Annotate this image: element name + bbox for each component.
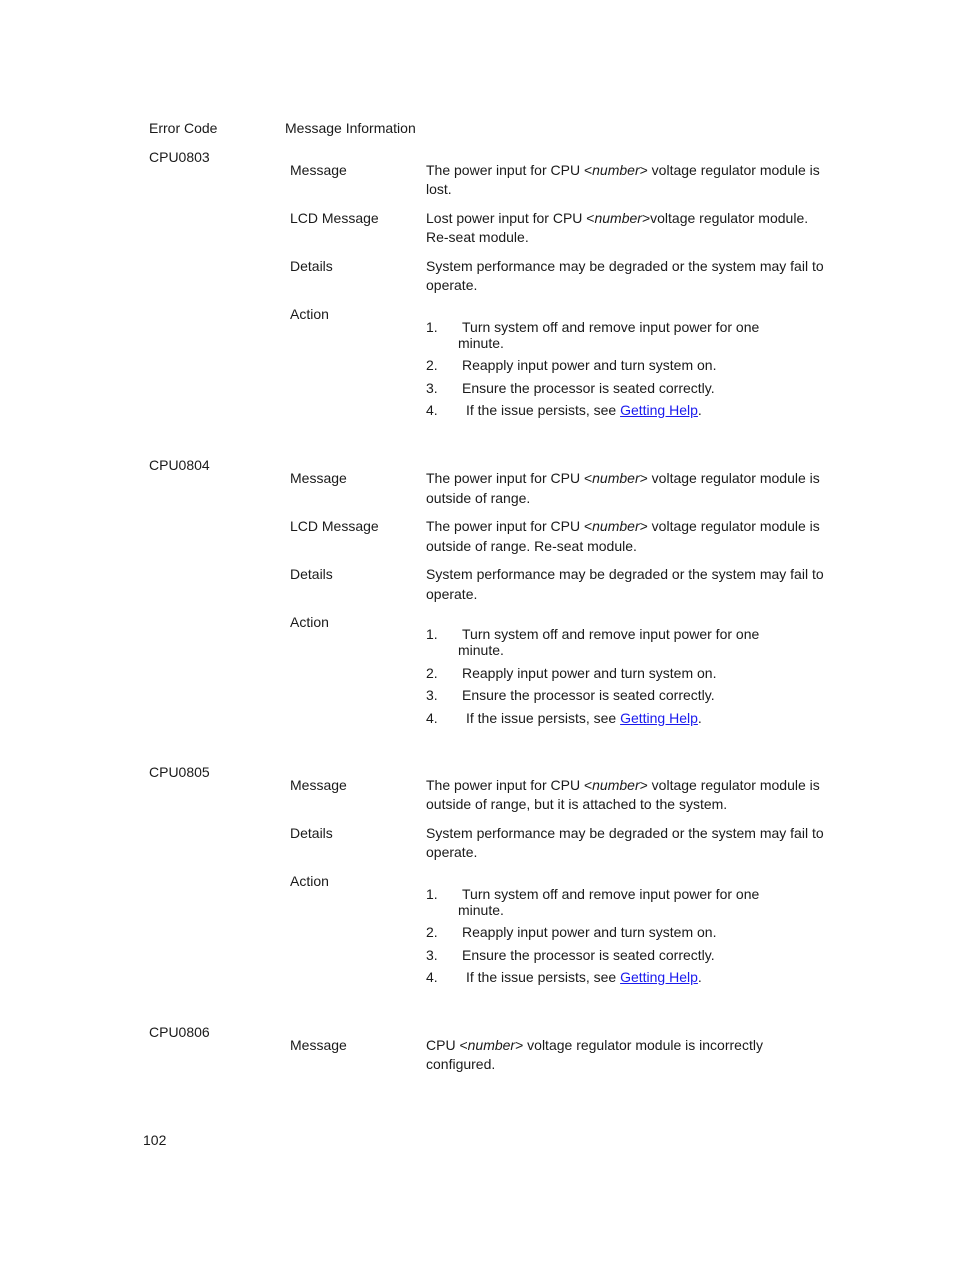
details-text: System performance may be degraded or the system may fail to operate. [426, 825, 824, 860]
getting-help-link[interactable]: Getting Help [620, 402, 698, 418]
error-code: CPU0806 [149, 1024, 210, 1040]
action-list-item: 2. Reapply input power and turn system on. [426, 357, 717, 373]
message-label: Message [290, 470, 347, 486]
action-list-item: 4. If the issue persists, see Getting Help. [426, 710, 702, 726]
page-number: 102 [143, 1132, 167, 1148]
details-label: Details [290, 825, 333, 841]
message-text: The power input for CPU <number> voltage regulator module is lost. [426, 162, 820, 197]
message-label: Message [290, 1037, 347, 1053]
error-code: CPU0805 [149, 764, 210, 780]
action-label: Action [290, 614, 329, 630]
action-label: Action [290, 306, 329, 322]
lcd-message-text: The power input for CPU <number> voltage regulator module is outside of range. Re-seat module. [426, 518, 820, 554]
action-label: Action [290, 873, 329, 889]
action-list-item: 1. Turn system off and remove input power for one minute. [426, 886, 760, 918]
action-list-item: 3. Ensure the processor is seated correctly. [426, 947, 715, 963]
action-list-item: 3. Ensure the processor is seated correctly. [426, 380, 715, 396]
details-label: Details [290, 566, 333, 582]
lcd-message-text: Lost power input for CPU <number>voltage regulator module. Re-seat module. [426, 210, 809, 245]
lcd-message-label: LCD Message [290, 210, 379, 226]
message-label: Message [290, 777, 347, 793]
message-label: Message [290, 162, 347, 178]
action-list-item: 3. Ensure the processor is seated correctly. [426, 687, 715, 703]
action-list-item: 4. If the issue persists, see Getting Help. [426, 402, 702, 418]
details-label: Details [290, 258, 333, 274]
getting-help-link[interactable]: Getting Help [620, 969, 698, 985]
message-text: The power input for CPU <number> voltage regulator module is outside of range, but it is attached to the system. [426, 777, 820, 812]
details-text: System performance may be degraded or the system may fail to operate. [426, 566, 824, 602]
action-list-item: 4. If the issue persists, see Getting Help. [426, 969, 702, 985]
message-text: CPU <number> voltage regulator module is incorrectly configured. [426, 1037, 763, 1072]
action-list-item: 2. Reapply input power and turn system on. [426, 665, 717, 681]
details-text: System performance may be degraded or the system may fail to operate. [426, 258, 824, 293]
column-header-error-code: Error Code [149, 120, 218, 136]
column-header-message-information: Message Information [285, 120, 416, 136]
action-list-item: 1. Turn system off and remove input power for one minute. [426, 626, 760, 658]
error-code: CPU0804 [149, 457, 210, 473]
lcd-message-label: LCD Message [290, 518, 379, 534]
action-list-item: 1. Turn system off and remove input power for one minute. [426, 319, 760, 351]
action-list-item: 2. Reapply input power and turn system on. [426, 924, 717, 940]
message-text: The power input for CPU <number> voltage regulator module is outside of range. [426, 470, 820, 506]
error-code: CPU0803 [149, 149, 210, 165]
getting-help-link[interactable]: Getting Help [620, 710, 698, 726]
